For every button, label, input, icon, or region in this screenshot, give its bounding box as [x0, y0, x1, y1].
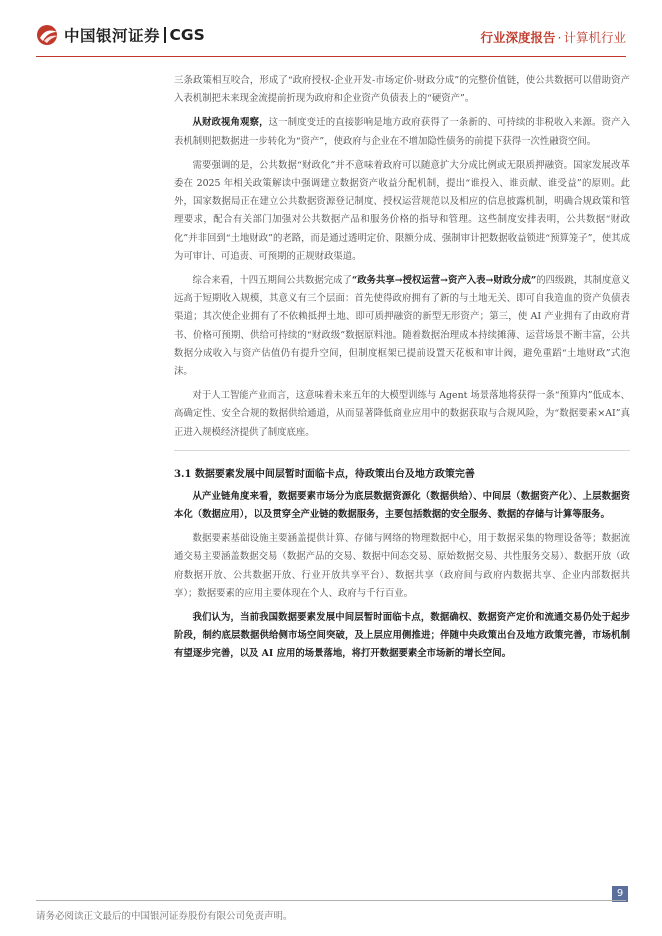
report-sector: 计算机行业	[563, 30, 626, 45]
paragraph-3: 需要强调的是，公共数据“财政化”并不意味着政府可以随意扩大分成比例或无限质押融资。国家发展改革委在 2025 年相关政策解读中强调建立数据资产收益分配机制，提出“谁投入、谁贡献、谁受益”的原则。此外，国家数据局正在建立公共数据资源登记制度、授权运营规范以及相应的信息披露机制，明确合规政策和管理要求，配合有关部门加强对公共数据产品和服务价格的指导和管理。这些制度安排表明，公共数据“财政化”并非回到“土地财政”的老路，而是通过透明定价、限额分成、强制审计把数据收益锁进“预算笼子”，使其成为可审计、可追责、可预期的正规财政渠道。	[174, 159, 630, 262]
section-heading: 3.1 数据要素发展中间层暂时面临卡点，待政策出台及地方政策完善	[174, 450, 630, 480]
logo-english-text: CGS	[169, 26, 205, 44]
paragraph-4	[174, 272, 630, 381]
footer-disclaimer: 请务必阅读正文最后的中国银河证券股份有限公司免责声明。	[36, 911, 293, 922]
paragraph-1: 三条政策相互咬合，形成了“政府授权-企业开发-市场定价-财政分成”的完整价值链，使公共数据可以借助资产入表机制把未来现金流提前折现为政府和企业资产负债表上的“硬资产”。	[174, 75, 630, 105]
paragraph-4-text: 的四级跳，其制度意义远高于短期收入规模，其意义有三个层面：首先使得政府拥有了新的与土地无关、即可自我造血的资产负债表渠道；其次使企业拥有了不依赖抵押土地、即可质押融资的新型无形资产；第三，使 AI 产业拥有了由政府背书、价格可预期、供给可持续的“财政级”数据原料池。随着数据治理成本持续摊薄、运营场景不断丰富，公共数据分成收入与资产估值仍有提升空间，但制度框架已提前设置天花板和审计阀，避免重蹈“土地财政”式泡沫。	[174, 275, 631, 378]
header-separator: ·	[557, 30, 562, 45]
report-type: 行业深度报告	[480, 30, 556, 45]
logo-divider	[164, 27, 166, 43]
page-header	[0, 0, 662, 62]
paragraph-5: 对于人工智能产业而言，这意味着未来五年的大模型训练与 Agent 场景落地将获得一条“预算内”低成本、高确定性、安全合规的数据供给通道，从而显著降低商业应用中的数据获取与合规风险，为“数据要素×AI”真正进入规模经济提供了制度底座。	[174, 390, 630, 438]
header-rule	[36, 56, 626, 57]
cgs-logo-icon	[36, 24, 60, 46]
paragraph-6: 从产业链角度来看，数据要素市场分为底层数据资源化（数据供给）、中间层（数据资产化）、上层数据资本化（数据应用），以及贯穿全产业链的数据服务，主要包括数据的安全服务、数据的存储与计算等服务。	[174, 490, 630, 521]
paragraph-7: 数据要素基础设施主要涵盖提供计算、存储与网络的物理数据中心，用于数据采集的物理设备等；数据流通交易主要涵盖数据交易（数据产品的交易、数据中间态交易、原始数据交易、共性服务交易）、数据开放（政府数据开放、公共数据开放、行业开放共享平台）、数据共享（政府间与政府内数据共享、企业内部数据共享）；数据要素的应用主要体现在个人、政府与千行百业。	[174, 533, 630, 599]
brand-logo	[36, 24, 205, 46]
paragraph-2-lead: 从财政视角观察，	[192, 117, 269, 129]
paragraph-8: 我们认为，当前我国数据要素发展中间层暂时面临卡点，数据确权、数据资产定价和流通交易仍处于起步阶段，制约底层数据供给侧市场空间突破，及上层应用侧推进；伴随中央政策出台及地方政策完善，市场机制有望逐步完善，以及 AI 应用的场景落地，将打开数据要素全市场新的增长空间。	[174, 612, 630, 660]
footer-rule	[36, 900, 626, 901]
paragraph-4-bold: “政务共享→授权运营→资产入表→财政分成”	[351, 275, 537, 287]
paragraph-4-pre: 综合来看，十四五期间公共数据完成了	[192, 275, 352, 287]
paragraph-2	[174, 114, 630, 150]
report-category	[480, 28, 626, 46]
page-number-badge: 9	[612, 886, 628, 902]
paragraph-2-text: 这一制度变迁的直接影响是地方政府获得了一条新的、可持续的非税收入来源。资产入表机制则把数据进一步转化为“资产”，使政府与企业在不增加隐性债务的前提下获得一次性融资空间。	[174, 117, 630, 147]
logo-chinese-text: 中国银河证券	[64, 27, 161, 45]
main-content	[174, 72, 630, 670]
